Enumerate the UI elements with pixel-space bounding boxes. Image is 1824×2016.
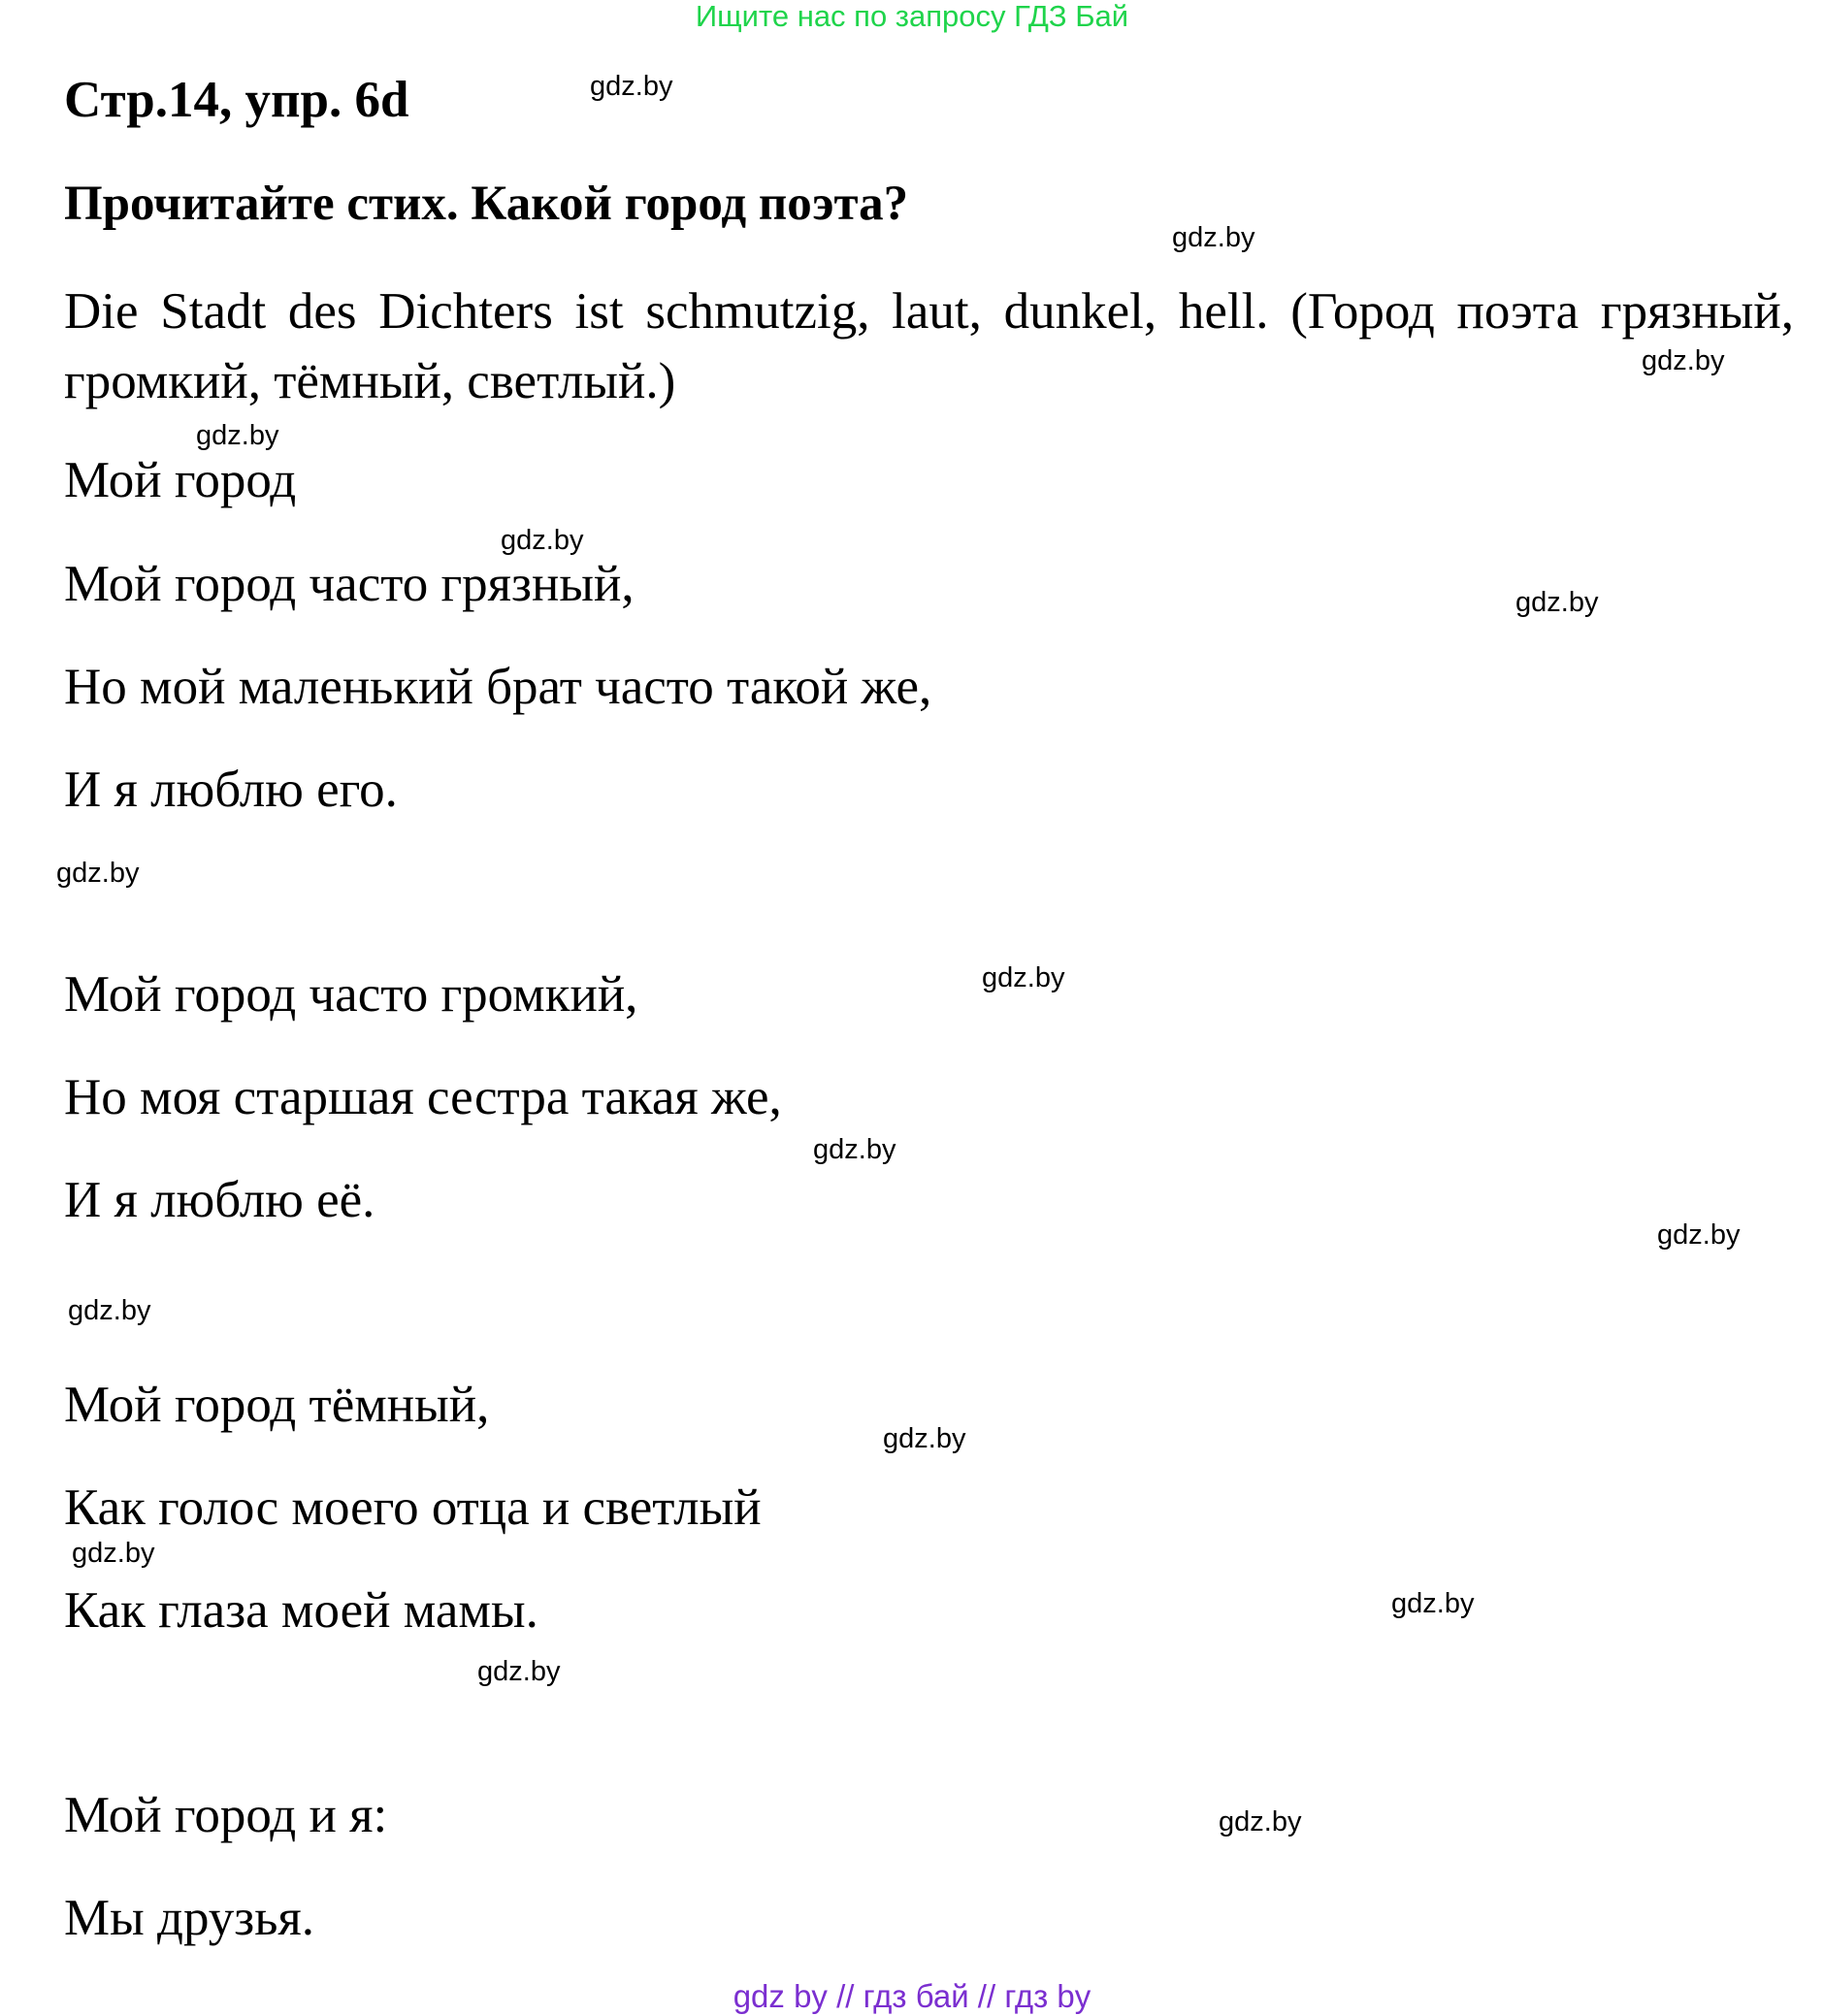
- watermark: gdz.by: [477, 1656, 561, 1687]
- watermark: gdz.by: [1515, 587, 1599, 618]
- poem-line: Но мой маленький брат часто такой же,: [64, 659, 932, 715]
- watermark: gdz.by: [196, 420, 279, 451]
- watermark: gdz.by: [72, 1538, 155, 1569]
- watermark: gdz.by: [1172, 222, 1255, 253]
- watermark: gdz.by: [1391, 1588, 1475, 1619]
- poem-line: Как глаза моей мамы.: [64, 1582, 538, 1639]
- poem-line: Мой город часто громкий,: [64, 966, 638, 1023]
- watermark: gdz.by: [1642, 345, 1725, 376]
- poem-line: Но моя старшая сестра такая же,: [64, 1069, 782, 1125]
- watermark: gdz.by: [501, 525, 584, 556]
- poem-line: И я люблю его.: [64, 762, 398, 818]
- top-banner[interactable]: Ищите нас по запросу ГДЗ Бай: [695, 0, 1129, 33]
- poem-line: Мой город часто грязный,: [64, 556, 635, 612]
- poem-line: Как голос моего отца и светлый: [64, 1479, 762, 1536]
- poem-line: Мой город тёмный,: [64, 1377, 490, 1433]
- intro-paragraph: Die Stadt des Dichters ist schmutzig, laut, dunkel, hell. (Город поэта грязный, громкий, тёмный, светлый.): [64, 283, 1794, 409]
- watermark: gdz.by: [56, 858, 140, 889]
- task-heading: Прочитайте стих. Какой город поэта?: [64, 177, 909, 231]
- watermark: gdz.by: [813, 1134, 896, 1165]
- watermark: gdz.by: [1657, 1219, 1741, 1251]
- poem-line: Мы друзья.: [64, 1890, 314, 1946]
- page-title: Стр.14, упр. 6d: [64, 72, 409, 128]
- watermark: gdz.by: [590, 71, 673, 102]
- watermark: gdz.by: [1219, 1806, 1302, 1837]
- watermark: gdz.by: [982, 962, 1065, 993]
- footer-links[interactable]: gdz by // гдз бай // гдз by: [733, 1978, 1091, 2014]
- watermark: gdz.by: [883, 1423, 966, 1454]
- poem-line: И я люблю её.: [64, 1172, 375, 1228]
- poem-title: Мой город: [64, 452, 297, 508]
- poem-line: Мой город и я:: [64, 1787, 388, 1843]
- watermark: gdz.by: [68, 1295, 151, 1326]
